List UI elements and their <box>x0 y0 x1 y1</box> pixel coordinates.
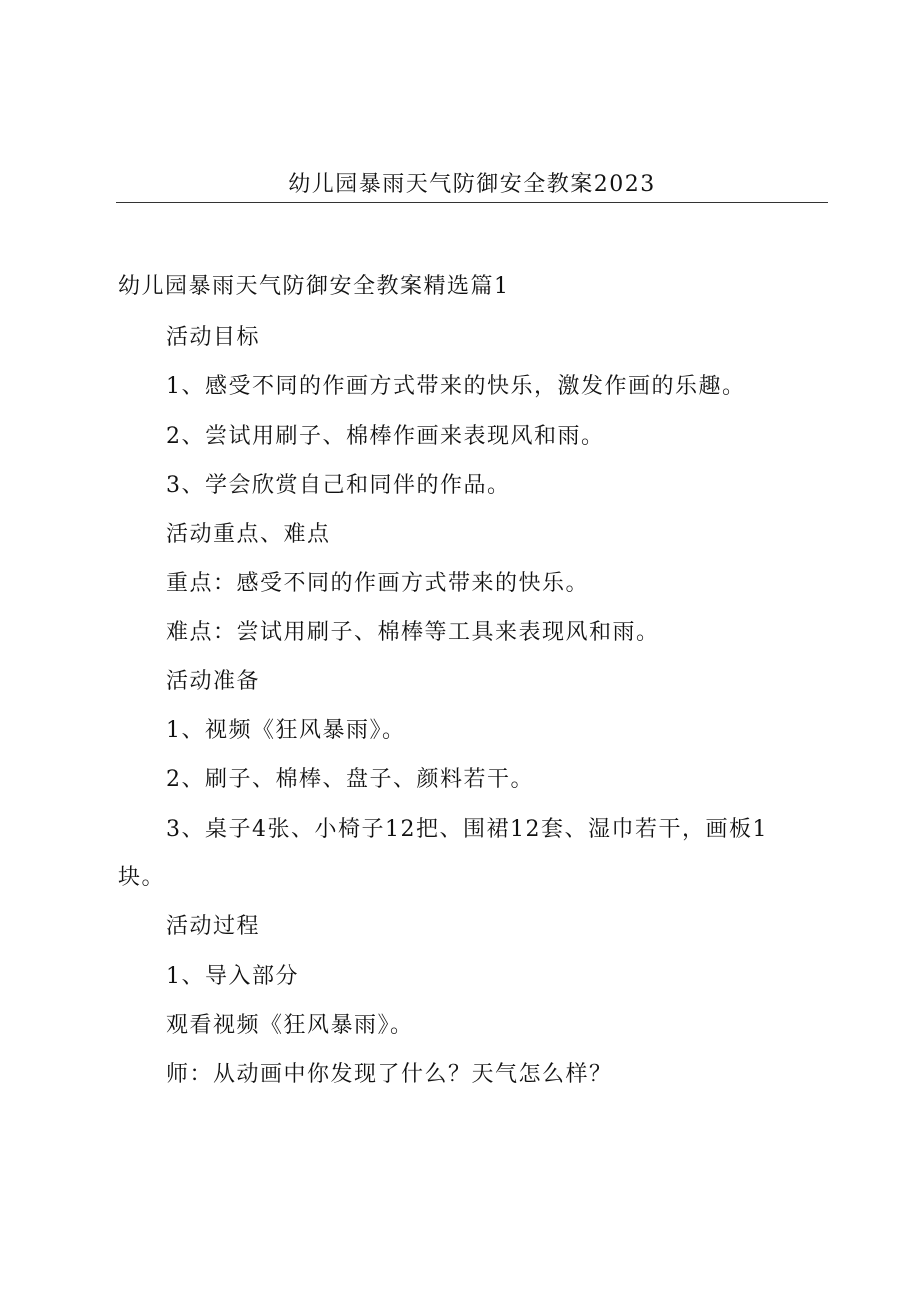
heading-activity-goals: 活动目标 <box>166 325 261 350</box>
header-title: 幼儿园暴雨天气防御安全教案2023 <box>288 172 656 197</box>
process-line-watch-video: 观看视频《狂风暴雨》。 <box>166 1013 414 1038</box>
difficult-point: 难点：尝试用刷子、棉棒等工具来表现风和雨。 <box>166 620 660 645</box>
preparation-item-3: 3、桌子4张、小椅子12把、围裙12套、湿巾若干，画板1 <box>166 817 768 842</box>
section-title: 幼儿园暴雨天气防御安全教案精选篇1 <box>118 274 510 299</box>
heading-key-difficult-points: 活动重点、难点 <box>166 522 331 547</box>
heading-activity-process: 活动过程 <box>166 914 261 939</box>
goal-item-1: 1、感受不同的作画方式带来的快乐，激发作画的乐趣。 <box>166 374 746 399</box>
goal-item-3: 3、学会欣赏自己和同伴的作品。 <box>166 473 511 498</box>
goal-item-2: 2、尝试用刷子、棉棒作画来表现风和雨。 <box>166 424 605 449</box>
key-point: 重点：感受不同的作画方式带来的快乐。 <box>166 571 590 596</box>
preparation-item-3-continued: 块。 <box>118 865 166 890</box>
heading-activity-preparation: 活动准备 <box>166 669 261 694</box>
preparation-item-2: 2、刷子、棉棒、盘子、颜料若干。 <box>166 767 534 792</box>
process-step-1: 1、导入部分 <box>166 964 299 989</box>
page-header <box>116 170 828 203</box>
preparation-item-1: 1、视频《狂风暴雨》。 <box>166 718 406 743</box>
process-line-teacher-question: 师：从动画中你发现了什么？天气怎么样？ <box>166 1062 613 1087</box>
